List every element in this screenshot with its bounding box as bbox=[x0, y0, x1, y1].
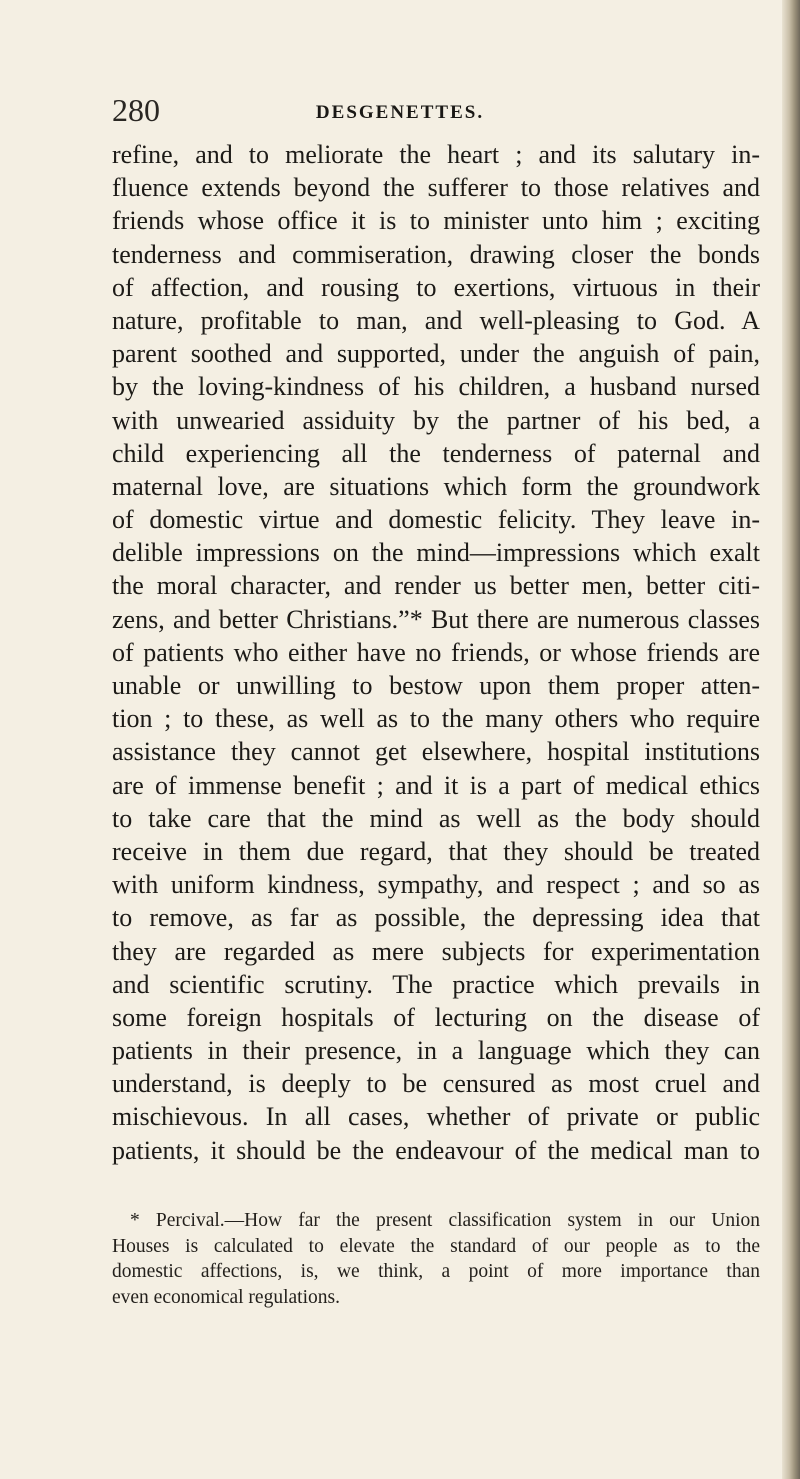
body-text bbox=[112, 138, 760, 1167]
text-line: nature, profitable to man, and well-pleasing to God. A bbox=[112, 305, 760, 335]
text-line: by the loving-kindness of his children, a husband nursed bbox=[112, 372, 760, 402]
text-line: patients, it should be the endeavour of the medical man to bbox=[112, 1135, 760, 1165]
text-line: zens, and better Christians.”* But there are numerous classes bbox=[112, 604, 760, 634]
text-line: child experiencing all the tenderness of paternal and bbox=[112, 438, 760, 468]
text-line: with unwearied assiduity by the partner of his bed, a bbox=[112, 405, 760, 435]
text-line: maternal love, are situations which form the groundwork bbox=[112, 471, 760, 501]
footnote-line: domestic affections, is, we think, a point of more importance than bbox=[112, 1261, 760, 1282]
text-line: to remove, as far as possible, the depressing idea that bbox=[112, 903, 760, 933]
text-line: some foreign hospitals of lecturing on the disease of bbox=[112, 1002, 760, 1032]
text-line: of domestic virtue and domestic felicity. They leave in- bbox=[112, 505, 760, 535]
book-page-edge bbox=[782, 0, 800, 1479]
footnote-line: even economical regulations. bbox=[112, 1286, 340, 1308]
text-line: friends whose office it is to minister unto him ; exciting bbox=[112, 206, 760, 236]
text-line: of patients who either have no friends, or whose friends are bbox=[112, 637, 760, 667]
text-line: with uniform kindness, sympathy, and respect ; and so as bbox=[112, 870, 760, 900]
text-line: parent soothed and supported, under the anguish of pain, bbox=[112, 339, 760, 369]
text-line: tenderness and commiseration, drawing closer the bonds bbox=[112, 239, 760, 269]
text-line: delible impressions on the mind—impressions which exalt bbox=[112, 538, 760, 568]
text-line: are of immense benefit ; and it is a part of medical ethics bbox=[112, 770, 760, 800]
text-line: tion ; to these, as well as to the many others who require bbox=[112, 704, 760, 734]
footnote bbox=[112, 1208, 760, 1310]
text-line: of affection, and rousing to exertions, virtuous in their bbox=[112, 272, 760, 302]
text-line: to take care that the mind as well as the body should bbox=[112, 803, 760, 833]
text-line: patients in their presence, in a language which they can bbox=[112, 1036, 760, 1066]
footnote-line: Houses is calculated to elevate the standard of our people as to the bbox=[112, 1235, 760, 1257]
text-line: fluence extends beyond the sufferer to those relatives and bbox=[112, 173, 760, 203]
footnote-line: * Percival.—How far the present classification system in our Union bbox=[130, 1210, 760, 1231]
text-line: understand, is deeply to be censured as most cruel and bbox=[112, 1069, 760, 1099]
text-line: and scientific scrutiny. The practice which prevails in bbox=[112, 969, 760, 999]
text-line: unable or unwilling to bestow upon them proper atten- bbox=[112, 671, 760, 700]
text-line: mischievous. In all cases, whether of private or public bbox=[112, 1102, 760, 1132]
text-line: the moral character, and render us better men, better citi- bbox=[112, 571, 760, 601]
running-head: DESGENETTES. bbox=[315, 102, 485, 123]
text-line: assistance they cannot get elsewhere, hospital institutions bbox=[112, 737, 760, 767]
text-line: receive in them due regard, that they should be treated bbox=[112, 836, 760, 866]
page-number: 280 bbox=[112, 92, 160, 128]
text-line: they are regarded as mere subjects for experimentation bbox=[112, 936, 760, 966]
text-line: refine, and to meliorate the heart ; and its salutary in- bbox=[112, 140, 760, 169]
